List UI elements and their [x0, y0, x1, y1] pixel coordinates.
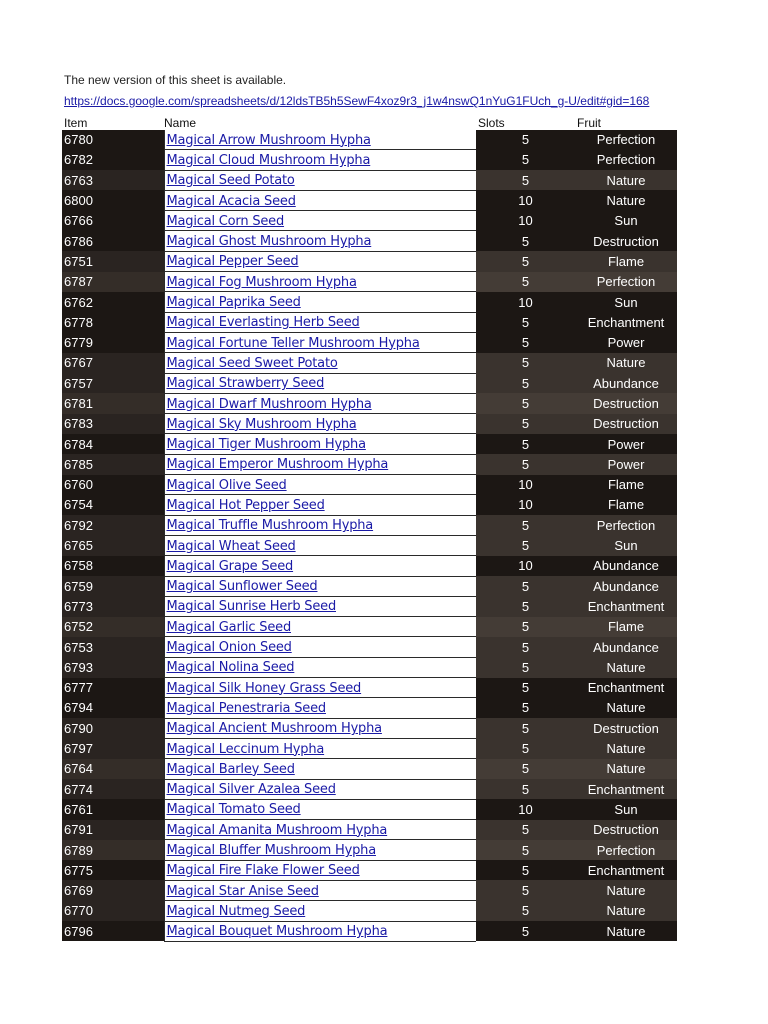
slots-cell: 5: [476, 718, 575, 738]
item-id-cell: 6778: [62, 312, 164, 332]
item-name-link[interactable]: Magical Truffle Mushroom Hypha: [166, 518, 374, 534]
sheet-update-notice: The new version of this sheet is available.: [64, 73, 287, 87]
item-name-link[interactable]: Magical Hot Pepper Seed: [166, 497, 325, 513]
slots-cell: 5: [476, 596, 575, 616]
item-id-cell: 6762: [62, 292, 164, 312]
item-id-cell: 6753: [62, 637, 164, 657]
slots-cell: 5: [476, 434, 575, 454]
fruit-cell: Enchantment: [575, 678, 677, 698]
slots-cell: 5: [476, 921, 575, 941]
slots-cell: 10: [476, 292, 575, 312]
item-name-link[interactable]: Magical Everlasting Herb Seed: [166, 315, 360, 331]
fruit-cell: Nature: [575, 190, 677, 210]
slots-cell: 5: [476, 515, 575, 535]
fruit-cell: Power: [575, 454, 677, 474]
item-id-cell: 6780: [62, 130, 164, 150]
item-id-cell: 6775: [62, 860, 164, 880]
slots-cell: 5: [476, 840, 575, 860]
table-row: [62, 880, 677, 900]
table-row: [62, 860, 677, 880]
item-id-cell: 6763: [62, 170, 164, 190]
item-name-link[interactable]: Magical Nolina Seed: [166, 660, 295, 676]
item-name-link[interactable]: Magical Grape Seed: [166, 558, 294, 574]
item-name-cell: [164, 251, 476, 271]
item-id-cell: 6769: [62, 880, 164, 900]
table-row: [62, 759, 677, 779]
item-id-cell: 6784: [62, 434, 164, 454]
slots-cell: 5: [476, 231, 575, 251]
item-name-link[interactable]: Magical Ghost Mushroom Hypha: [166, 234, 372, 250]
item-name-cell: [164, 170, 476, 190]
slots-cell: 5: [476, 373, 575, 393]
item-id-cell: 6759: [62, 576, 164, 596]
table-row: [62, 657, 677, 677]
item-name-link[interactable]: Magical Seed Potato: [166, 173, 295, 189]
item-name-link[interactable]: Magical Fire Flake Flower Seed: [166, 863, 360, 879]
column-header-name: Name: [164, 112, 476, 130]
slots-cell: 10: [476, 190, 575, 210]
table-row: [62, 921, 677, 941]
slots-cell: 5: [476, 170, 575, 190]
fruit-cell: Nature: [575, 738, 677, 758]
table-body: [62, 130, 677, 941]
item-id-cell: 6761: [62, 799, 164, 819]
item-name-link[interactable]: Magical Fog Mushroom Hypha: [166, 274, 357, 290]
table-row: [62, 718, 677, 738]
fruit-cell: Power: [575, 332, 677, 352]
item-name-cell: [164, 921, 476, 941]
item-id-cell: 6779: [62, 332, 164, 352]
table-row: [62, 373, 677, 393]
table-row: [62, 678, 677, 698]
item-name-link[interactable]: Magical Olive Seed: [166, 477, 287, 493]
table-row: [62, 434, 677, 454]
item-id-cell: 6785: [62, 454, 164, 474]
slots-cell: 5: [476, 678, 575, 698]
slots-cell: 5: [476, 901, 575, 921]
slots-cell: 5: [476, 332, 575, 352]
item-name-cell: [164, 556, 476, 576]
item-name-link[interactable]: Magical Star Anise Seed: [166, 883, 319, 899]
item-id-cell: 6757: [62, 373, 164, 393]
item-name-cell: [164, 515, 476, 535]
item-id-cell: 6793: [62, 657, 164, 677]
item-name-cell: [164, 495, 476, 515]
fruit-cell: Flame: [575, 617, 677, 637]
item-name-cell: [164, 840, 476, 860]
item-name-cell: [164, 150, 476, 170]
fruit-cell: Enchantment: [575, 596, 677, 616]
table-row: [62, 454, 677, 474]
table-row: [62, 292, 677, 312]
fruit-cell: Flame: [575, 495, 677, 515]
item-name-cell: [164, 393, 476, 413]
item-id-cell: 6770: [62, 901, 164, 921]
fruit-cell: Destruction: [575, 414, 677, 434]
column-header-item: Item: [62, 112, 164, 130]
slots-cell: 5: [476, 130, 575, 150]
slots-cell: 5: [476, 393, 575, 413]
table-row: [62, 617, 677, 637]
fruit-cell: Enchantment: [575, 312, 677, 332]
item-name-cell: [164, 880, 476, 900]
item-name-cell: [164, 759, 476, 779]
item-id-cell: 6752: [62, 617, 164, 637]
item-name-cell: [164, 373, 476, 393]
item-name-cell: [164, 576, 476, 596]
item-name-cell: [164, 901, 476, 921]
fruit-cell: Destruction: [575, 820, 677, 840]
item-name-cell: [164, 617, 476, 637]
fruit-cell: Sun: [575, 799, 677, 819]
item-name-link[interactable]: Magical Emperor Mushroom Hypha: [166, 457, 389, 473]
slots-cell: 5: [476, 880, 575, 900]
table-row: [62, 130, 677, 150]
item-name-cell: [164, 332, 476, 352]
new-sheet-link[interactable]: https://docs.google.com/spreadsheets/d/12ldsTB5h5SewF4xoz9r3_j1w4nswQ1nYuG1FUch_g-U/edit#gid=168: [64, 94, 650, 108]
fruit-cell: Power: [575, 434, 677, 454]
table-row: [62, 799, 677, 819]
item-name-link[interactable]: Magical Arrow Mushroom Hypha: [166, 132, 371, 148]
slots-cell: 5: [476, 738, 575, 758]
fruit-cell: Nature: [575, 657, 677, 677]
item-name-cell: [164, 434, 476, 454]
table-row: [62, 150, 677, 170]
item-name-link[interactable]: Magical Onion Seed: [166, 640, 292, 656]
slots-cell: 5: [476, 860, 575, 880]
column-header-fruit: Fruit: [575, 112, 677, 130]
item-name-link[interactable]: Magical Bouquet Mushroom Hypha: [166, 924, 388, 940]
item-id-cell: 6790: [62, 718, 164, 738]
item-id-cell: 6766: [62, 211, 164, 231]
item-id-cell: 6796: [62, 921, 164, 941]
table-header-row: [62, 112, 677, 130]
item-name-cell: [164, 475, 476, 495]
table-row: [62, 576, 677, 596]
item-id-cell: 6792: [62, 515, 164, 535]
item-name-link[interactable]: Magical Amanita Mushroom Hypha: [166, 822, 388, 838]
item-id-cell: 6797: [62, 738, 164, 758]
slots-cell: 5: [476, 454, 575, 474]
slots-cell: 5: [476, 820, 575, 840]
fruit-cell: Perfection: [575, 515, 677, 535]
item-name-cell: [164, 231, 476, 251]
table-row: [62, 637, 677, 657]
item-name-link[interactable]: Magical Sky Mushroom Hypha: [166, 416, 357, 432]
table-row: [62, 840, 677, 860]
item-name-link[interactable]: Magical Cloud Mushroom Hypha: [166, 152, 371, 168]
table-row: [62, 170, 677, 190]
fruit-cell: Destruction: [575, 393, 677, 413]
fruit-cell: Abundance: [575, 576, 677, 596]
fruit-cell: Nature: [575, 353, 677, 373]
table-row: [62, 556, 677, 576]
item-name-link[interactable]: Magical Pepper Seed: [166, 254, 299, 270]
fruit-cell: Sun: [575, 211, 677, 231]
table-row: [62, 495, 677, 515]
item-name-cell: [164, 698, 476, 718]
item-name-link[interactable]: Magical Strawberry Seed: [166, 376, 325, 392]
slots-cell: 5: [476, 272, 575, 292]
fruit-cell: Perfection: [575, 150, 677, 170]
fruit-cell: Nature: [575, 901, 677, 921]
fruit-cell: Perfection: [575, 840, 677, 860]
item-id-cell: 6774: [62, 779, 164, 799]
item-id-cell: 6765: [62, 535, 164, 555]
table-row: [62, 698, 677, 718]
item-name-link[interactable]: Magical Seed Sweet Potato: [166, 355, 338, 371]
table-row: [62, 515, 677, 535]
table-row: [62, 596, 677, 616]
item-name-cell: [164, 657, 476, 677]
fruit-cell: Destruction: [575, 718, 677, 738]
slots-cell: 5: [476, 251, 575, 271]
fruit-cell: Sun: [575, 292, 677, 312]
item-name-cell: [164, 820, 476, 840]
item-id-cell: 6787: [62, 272, 164, 292]
table-row: [62, 820, 677, 840]
item-id-cell: 6758: [62, 556, 164, 576]
slots-cell: 5: [476, 353, 575, 373]
item-id-cell: 6767: [62, 353, 164, 373]
slots-cell: 10: [476, 211, 575, 231]
item-name-link[interactable]: Magical Corn Seed: [166, 213, 285, 229]
item-name-link[interactable]: Magical Sunflower Seed: [166, 579, 318, 595]
item-name-link[interactable]: Magical Nutmeg Seed: [166, 903, 306, 919]
item-name-cell: [164, 454, 476, 474]
fruit-cell: Nature: [575, 880, 677, 900]
table-row: [62, 332, 677, 352]
slots-cell: 5: [476, 312, 575, 332]
item-name-cell: [164, 596, 476, 616]
item-id-cell: 6754: [62, 495, 164, 515]
table-row: [62, 312, 677, 332]
slots-cell: 5: [476, 150, 575, 170]
item-name-link[interactable]: Magical Penestraria Seed: [166, 700, 326, 716]
item-id-cell: 6800: [62, 190, 164, 210]
slots-cell: 10: [476, 556, 575, 576]
slots-cell: 5: [476, 637, 575, 657]
item-id-cell: 6760: [62, 475, 164, 495]
item-name-cell: [164, 799, 476, 819]
item-name-cell: [164, 292, 476, 312]
table-row: [62, 353, 677, 373]
table-row: [62, 231, 677, 251]
item-id-cell: 6781: [62, 393, 164, 413]
item-id-cell: 6764: [62, 759, 164, 779]
table-row: [62, 475, 677, 495]
slots-cell: 10: [476, 799, 575, 819]
item-name-cell: [164, 211, 476, 231]
item-id-cell: 6794: [62, 698, 164, 718]
table-row: [62, 414, 677, 434]
fruit-cell: Destruction: [575, 231, 677, 251]
fruit-cell: Flame: [575, 251, 677, 271]
item-name-link[interactable]: Magical Fortune Teller Mushroom Hypha: [166, 335, 420, 351]
slots-cell: 5: [476, 657, 575, 677]
table-row: [62, 393, 677, 413]
table-row: [62, 779, 677, 799]
item-name-cell: [164, 860, 476, 880]
item-name-link[interactable]: Magical Silk Honey Grass Seed: [166, 680, 362, 696]
items-table: [62, 112, 678, 942]
fruit-cell: Perfection: [575, 272, 677, 292]
slots-cell: 5: [476, 414, 575, 434]
column-header-slots: Slots: [476, 112, 575, 130]
item-name-link[interactable]: Magical Paprika Seed: [166, 295, 301, 311]
item-id-cell: 6789: [62, 840, 164, 860]
slots-cell: 10: [476, 495, 575, 515]
item-id-cell: 6777: [62, 678, 164, 698]
fruit-cell: Abundance: [575, 637, 677, 657]
item-name-cell: [164, 353, 476, 373]
item-name-link[interactable]: Magical Ancient Mushroom Hypha: [166, 721, 382, 737]
table-row: [62, 901, 677, 921]
item-name-link[interactable]: Magical Barley Seed: [166, 761, 295, 777]
item-name-cell: [164, 738, 476, 758]
item-name-link[interactable]: Magical Acacia Seed: [166, 193, 296, 209]
item-name-link[interactable]: Magical Tomato Seed: [166, 802, 301, 818]
fruit-cell: Sun: [575, 535, 677, 555]
item-name-link[interactable]: Magical Wheat Seed: [166, 538, 296, 554]
item-id-cell: 6786: [62, 231, 164, 251]
fruit-cell: Abundance: [575, 556, 677, 576]
item-id-cell: 6773: [62, 596, 164, 616]
fruit-cell: Enchantment: [575, 779, 677, 799]
item-id-cell: 6791: [62, 820, 164, 840]
item-name-link[interactable]: Magical Leccinum Hypha: [166, 741, 325, 757]
item-name-cell: [164, 130, 476, 150]
item-name-link[interactable]: Magical Bluffer Mushroom Hypha: [166, 843, 376, 859]
slots-cell: 5: [476, 576, 575, 596]
item-name-cell: [164, 535, 476, 555]
table-row: [62, 272, 677, 292]
item-name-link[interactable]: Magical Sunrise Herb Seed: [166, 599, 336, 615]
item-name-cell: [164, 779, 476, 799]
item-name-cell: [164, 190, 476, 210]
item-name-cell: [164, 678, 476, 698]
table-row: [62, 738, 677, 758]
table-row: [62, 251, 677, 271]
fruit-cell: Nature: [575, 698, 677, 718]
item-id-cell: 6782: [62, 150, 164, 170]
slots-cell: 5: [476, 617, 575, 637]
item-name-cell: [164, 272, 476, 292]
table-row: [62, 211, 677, 231]
item-id-cell: 6783: [62, 414, 164, 434]
table-row: [62, 190, 677, 210]
item-name-link[interactable]: Magical Garlic Seed: [166, 619, 291, 635]
slots-cell: 5: [476, 779, 575, 799]
item-name-cell: [164, 718, 476, 738]
slots-cell: 5: [476, 535, 575, 555]
item-name-cell: [164, 414, 476, 434]
item-name-cell: [164, 637, 476, 657]
slots-cell: 5: [476, 698, 575, 718]
item-id-cell: 6751: [62, 251, 164, 271]
item-name-link[interactable]: Magical Tiger Mushroom Hypha: [166, 437, 366, 453]
slots-cell: 5: [476, 759, 575, 779]
fruit-cell: Nature: [575, 921, 677, 941]
item-name-cell: [164, 312, 476, 332]
table-row: [62, 535, 677, 555]
fruit-cell: Nature: [575, 170, 677, 190]
slots-cell: 10: [476, 475, 575, 495]
fruit-cell: Nature: [575, 759, 677, 779]
fruit-cell: Enchantment: [575, 860, 677, 880]
item-name-link[interactable]: Magical Dwarf Mushroom Hypha: [166, 396, 372, 412]
item-name-link[interactable]: Magical Silver Azalea Seed: [166, 782, 336, 798]
fruit-cell: Flame: [575, 475, 677, 495]
fruit-cell: Perfection: [575, 130, 677, 150]
fruit-cell: Abundance: [575, 373, 677, 393]
